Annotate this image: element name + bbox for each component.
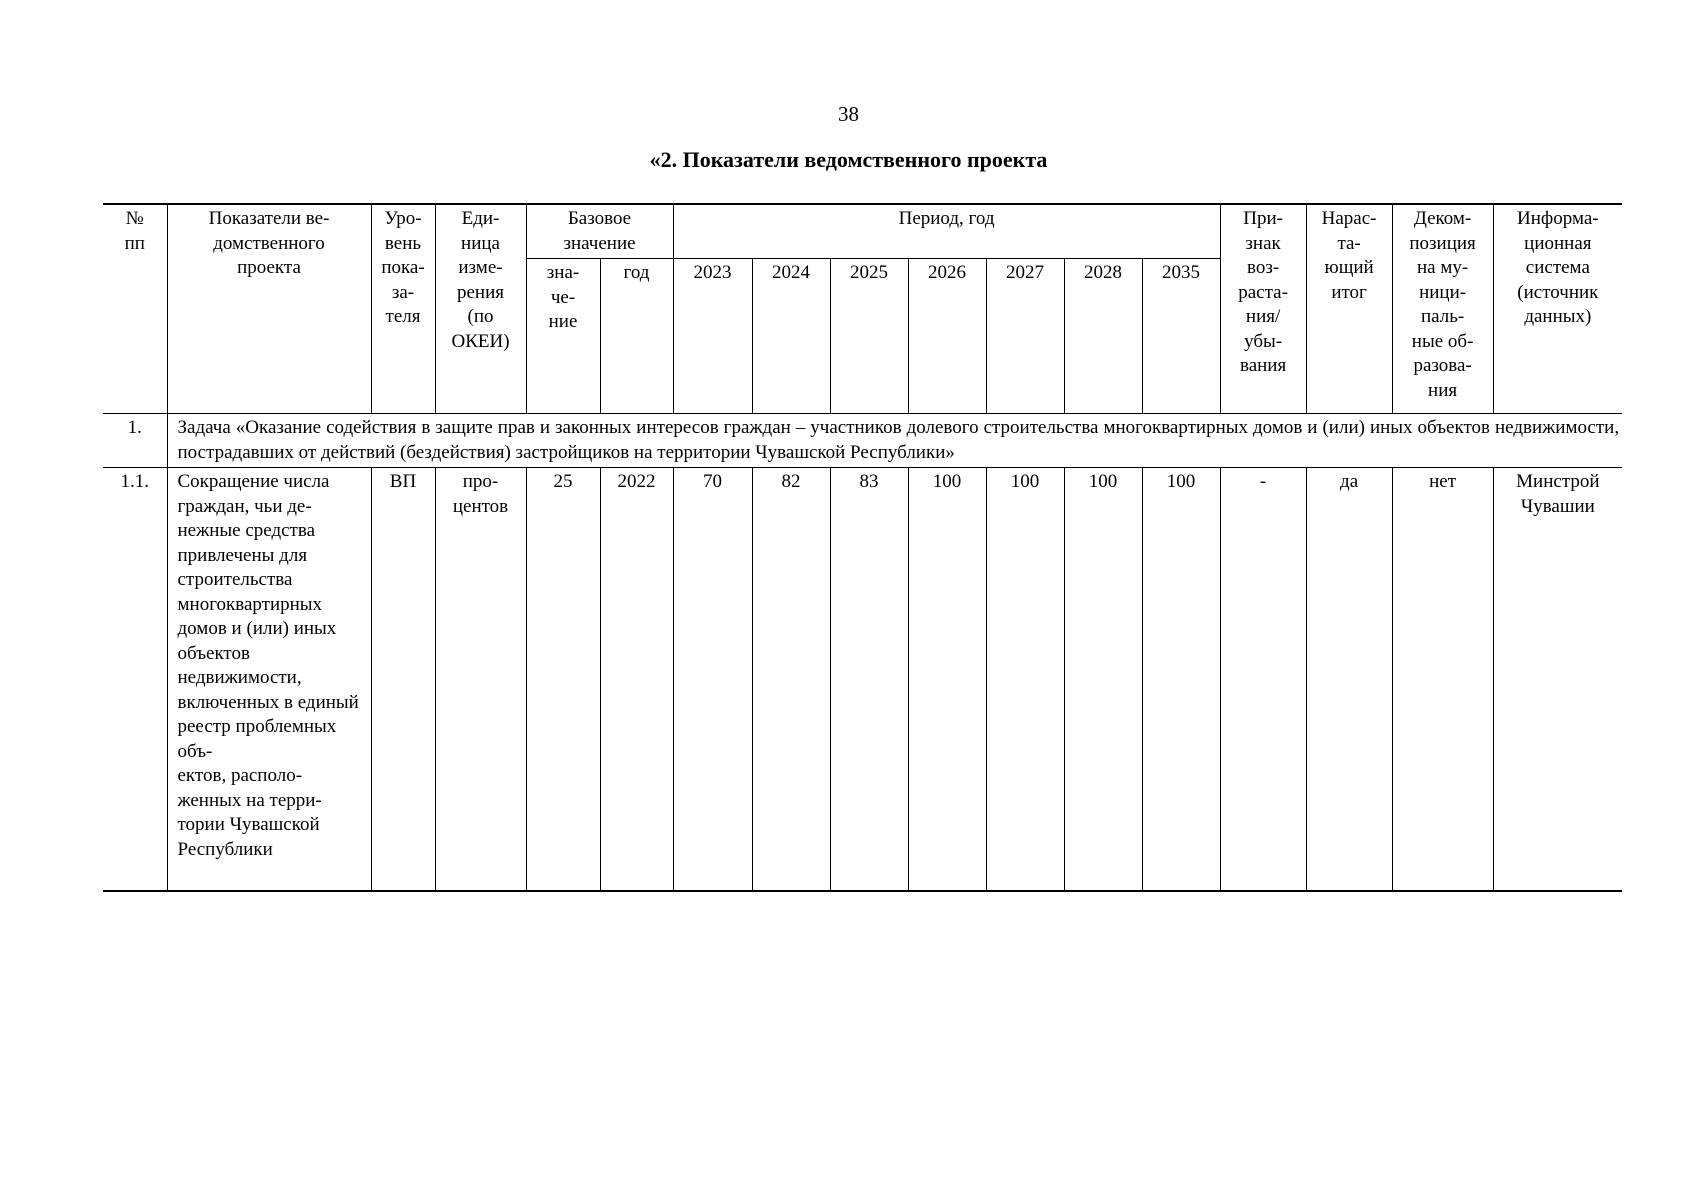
row-level: ВП bbox=[371, 468, 435, 892]
row-value-2026: 100 bbox=[908, 468, 986, 892]
row-value-2027: 100 bbox=[986, 468, 1064, 892]
document-title: «2. Показатели ведомственного проекта bbox=[649, 147, 1048, 172]
header-year: 2026 bbox=[908, 259, 986, 414]
task-row bbox=[103, 414, 1622, 468]
header-year: 2023 bbox=[673, 259, 752, 414]
row-value-2023: 70 bbox=[673, 468, 752, 892]
row-value-2025: 83 bbox=[830, 468, 908, 892]
header-base-year: год bbox=[600, 259, 673, 414]
header-indicator: Показатели ве- домственного проекта bbox=[167, 204, 371, 414]
row-base-value: 25 bbox=[526, 468, 600, 892]
row-base-year: 2022 bbox=[600, 468, 673, 892]
header-level: Уро- вень пока- за- теля bbox=[371, 204, 435, 414]
header-year: 2028 bbox=[1064, 259, 1142, 414]
header-cumulative: Нарас- та- ющий итог bbox=[1306, 204, 1392, 414]
header-period: Период, год bbox=[673, 204, 1220, 259]
header-decomposition: Деком- позиция на му- ници- паль- ные об- разова- ния bbox=[1392, 204, 1493, 414]
row-trend: - bbox=[1220, 468, 1306, 892]
task-text: Задача «Оказание содействия в защите прав и законных интересов граждан – участников долевого строительства многоквартирных домов и (или) иных объектов недвижимости, пострадавших от действий (бездействия) застройщиков на территории Чувашской Республики» bbox=[167, 414, 1622, 468]
row-info-system: Минстрой Чувашии bbox=[1493, 468, 1622, 892]
row-decomposition: нет bbox=[1392, 468, 1493, 892]
header-year: 2025 bbox=[830, 259, 908, 414]
row-value-2024: 82 bbox=[752, 468, 830, 892]
header-year: 2035 bbox=[1142, 259, 1220, 414]
task-num: 1. bbox=[103, 414, 167, 468]
row-indicator: Сокращение числа граждан, чьи де- нежные средства привлечены для строительства многоквартирных домов и (или) иных объектов недвижимости, включенных в единый реестр проблемных объ- ектов, располо- женных на терри- тории Чувашской Республики bbox=[167, 468, 371, 892]
header-year: 2027 bbox=[986, 259, 1064, 414]
header-base-value: зна- че- ние bbox=[526, 259, 600, 414]
header-base: Базовое значение bbox=[526, 204, 673, 259]
row-value-2028: 100 bbox=[1064, 468, 1142, 892]
row-unit: про- центов bbox=[435, 468, 526, 892]
header-unit: Еди- ница изме- рения (по ОКЕИ) bbox=[435, 204, 526, 414]
indicators-table bbox=[103, 203, 1622, 892]
header-info-system: Информа- ционная система (источник данных) bbox=[1493, 204, 1622, 414]
header-trend: При- знак воз- раста- ния/ убы- вания bbox=[1220, 204, 1306, 414]
row-cumulative: да bbox=[1306, 468, 1392, 892]
header-num: № пп bbox=[103, 204, 167, 414]
row-num: 1.1. bbox=[103, 468, 167, 892]
page-number: 38 bbox=[838, 102, 859, 126]
table-row bbox=[103, 468, 1622, 892]
header-year: 2024 bbox=[752, 259, 830, 414]
row-value-2035: 100 bbox=[1142, 468, 1220, 892]
header-row bbox=[103, 204, 1622, 259]
